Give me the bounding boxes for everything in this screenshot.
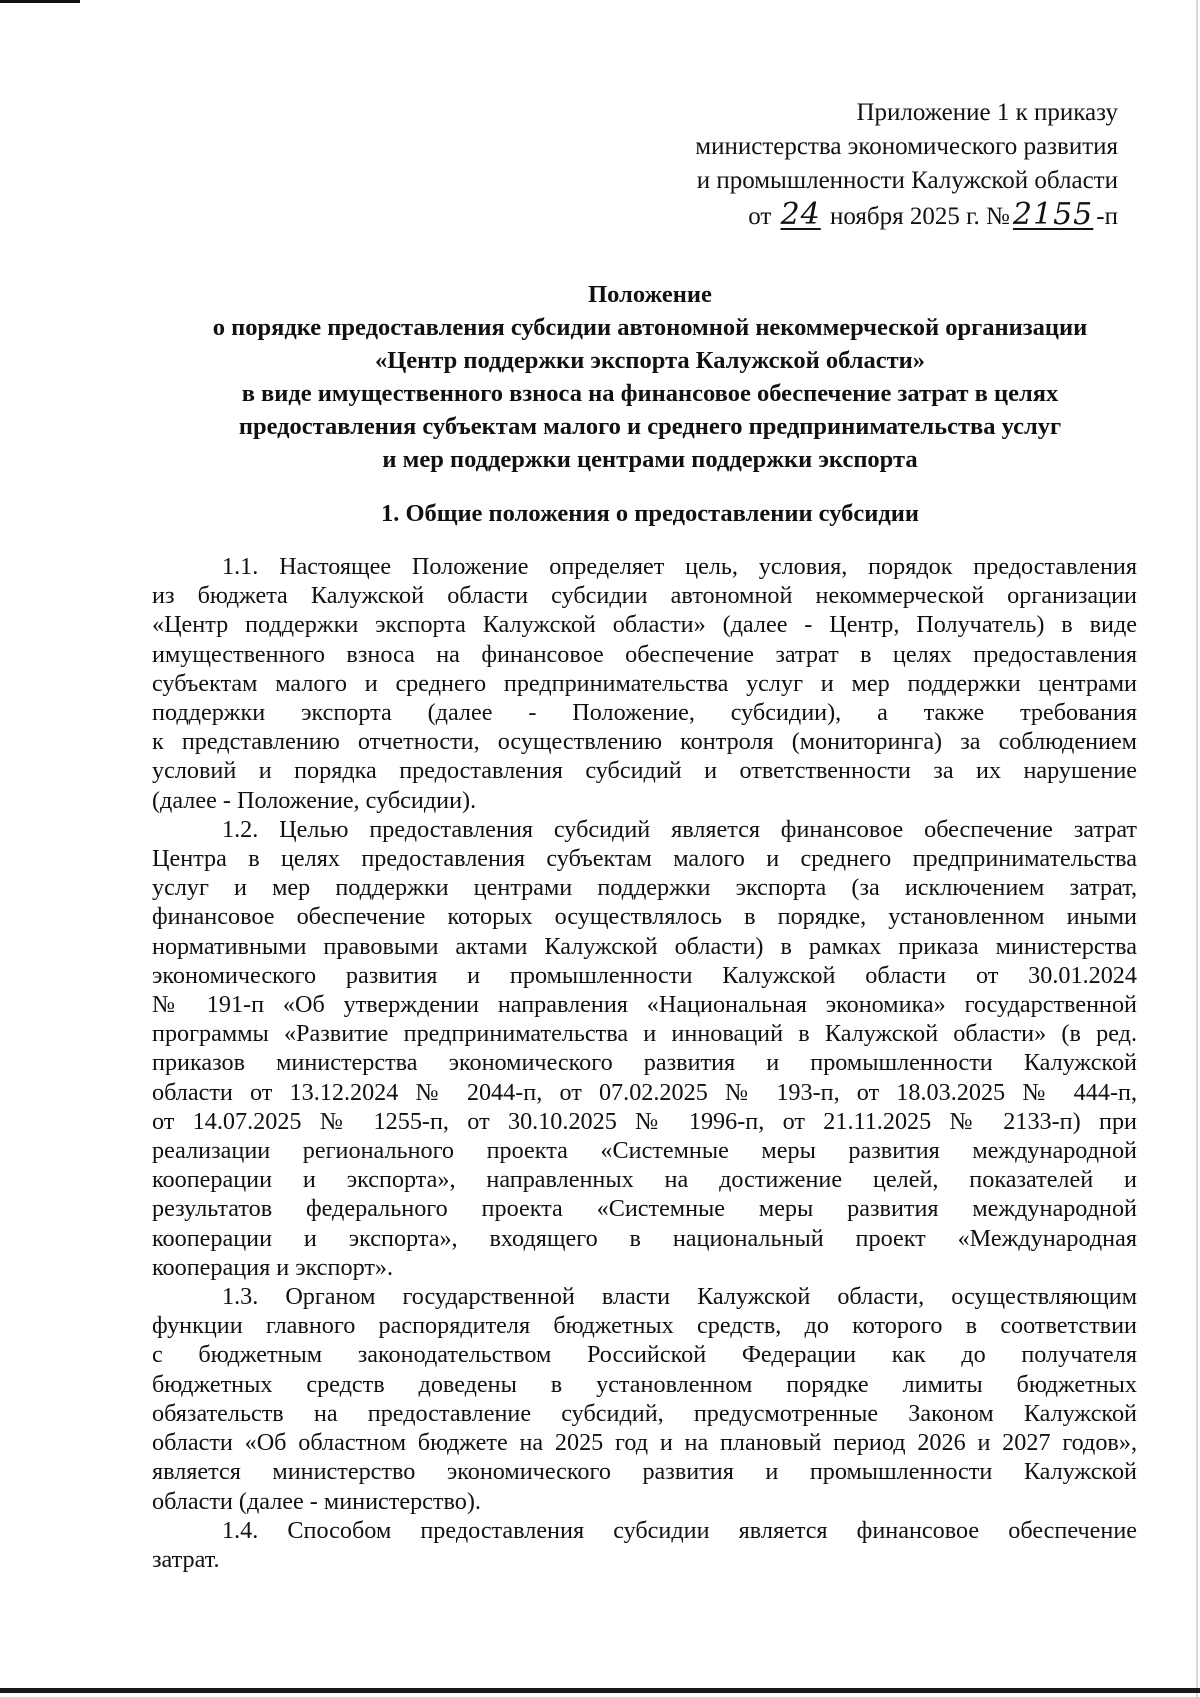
paragraph-line: программы «Развитие предпринимательства и инноваций в Калужской области» (в ред.: [152, 1020, 1137, 1048]
paragraph-line: нормативными правовыми актами Калужской области) в рамках приказа министерства: [152, 932, 1137, 960]
paragraph-line: из бюджета Калужской области субсидии автономной некоммерческой организации: [152, 582, 1137, 610]
handwritten-order-number: 2155: [1012, 197, 1094, 232]
paragraph-line: имущественного взноса на финансовое обеспечение затрат в целях предоставления: [152, 640, 1137, 668]
scan-bottom-edge: [0, 1688, 1200, 1693]
paragraph-line: приказов министерства экономического развития и промышленности Калужской: [152, 1049, 1137, 1077]
paragraph-line: области (далее - министерство).: [152, 1487, 481, 1515]
appendix-line-1: Приложение 1 к приказу: [856, 99, 1118, 126]
date-prefix: от: [748, 203, 772, 230]
date-middle: ноября 2025 г. №: [830, 203, 1010, 230]
paragraph-line: затрат.: [152, 1545, 220, 1573]
title-line: и мер поддержки центрами поддержки экспорта: [382, 446, 918, 473]
body-text: [152, 552, 1137, 1574]
paragraph-line: результатов федерального проекта «Системные меры развития международной: [152, 1195, 1137, 1223]
section-heading: 1. Общие положения о предоставлении субсидии: [380, 500, 920, 527]
appendix-reference: [598, 96, 1118, 234]
paragraph-line: от 14.07.2025 № 1255-п, от 30.10.2025 № 1996-п, от 21.11.2025 № 2133-п) при: [152, 1107, 1137, 1135]
paragraph-line: области от 13.12.2024 № 2044-п, от 07.02.2025 № 193-п, от 18.03.2025 № 444-п,: [152, 1078, 1137, 1106]
paragraph-line: реализации регионального проекта «Системные меры развития международной: [152, 1137, 1137, 1165]
title-line: в виде имущественного взноса на финансовое обеспечение затрат в целях: [241, 380, 1059, 407]
paragraph-line: «Центр поддержки экспорта Калужской области» (далее - Центр, Получатель) в виде: [152, 611, 1137, 639]
paragraph-line: области «Об областном бюджете на 2025 год и на плановый период 2026 и 2027 годов»,: [152, 1429, 1137, 1457]
scan-right-edge: [1196, 0, 1198, 1697]
paragraph-line: услуг и мер поддержки центрами поддержки экспорта (за исключением затрат,: [152, 874, 1137, 902]
paragraph-line: поддержки экспорта (далее - Положение, субсидии), а также требования: [152, 699, 1137, 727]
paragraph-line: кооперация и экспорт».: [152, 1253, 394, 1281]
appendix-line-3: и промышленности Калужской области: [696, 167, 1118, 194]
paragraph-line: № 191-п «Об утверждении направления «Национальная экономика» государственной: [152, 991, 1137, 1019]
paragraph-line: кооперации и экспорта», входящего в национальный проект «Международная: [152, 1224, 1137, 1252]
paragraph-line: 1.1. Настоящее Положение определяет цель, условия, порядок предоставления: [222, 553, 1137, 580]
paragraph-line: финансовое обеспечение которых осуществлялось в порядке, установленном иными: [152, 903, 1137, 931]
paragraph-line: Центра в целях предоставления субъектам малого и среднего предпринимательства: [152, 845, 1137, 873]
paragraph-line: функции главного распорядителя бюджетных средств, до которого в соответствии: [152, 1312, 1137, 1340]
order-suffix: -п: [1096, 203, 1118, 230]
paragraph-line: 1.3. Органом государственной власти Калужской области, осуществляющим: [222, 1283, 1137, 1311]
paragraph-line: является министерство экономического развития и промышленности Калужской: [152, 1458, 1137, 1486]
document-title: [150, 278, 1150, 476]
title-line: о порядке предоставления субсидии автономной некоммерческой организации: [212, 314, 1088, 341]
paragraph-line: бюджетных средств доведены в установленном порядке лимиты бюджетных: [152, 1370, 1137, 1398]
paragraph-line: 1.2. Целью предоставления субсидий является финансовое обеспечение затрат: [222, 815, 1137, 843]
paragraph-line: 1.4. Способом предоставления субсидии является финансовое обеспечение: [222, 1516, 1137, 1544]
paragraph-line: обязательств на предоставление субсидий, предусмотренные Законом Калужской: [152, 1399, 1137, 1427]
paragraph-line: условий и порядка предоставления субсидий и ответственности за их нарушение: [152, 757, 1137, 785]
paragraph-line: экономического развития и промышленности Калужской области от 30.01.2024: [152, 961, 1137, 989]
title-line: предоставления субъектам малого и среднего предпринимательства услуг: [238, 413, 1062, 440]
title-line: «Центр поддержки экспорта Калужской области»: [374, 347, 926, 374]
paragraph-line: кооперации и экспорта», направленных на достижение целей, показателей и: [152, 1166, 1137, 1194]
appendix-line-2: министерства экономического развития: [695, 133, 1118, 160]
appendix-date-line: [598, 198, 1118, 234]
paragraph-line: к представлению отчетности, осуществлению контроля (мониторинга) за соблюдением: [152, 728, 1137, 756]
paragraph-line: субъектам малого и среднего предпринимательства услуг и мер поддержки центрами: [152, 669, 1137, 697]
title-line: Положение: [588, 281, 712, 308]
paragraph-line: с бюджетным законодательством Российской Федерации как до получателя: [152, 1341, 1137, 1369]
paragraph-line: (далее - Положение, субсидии).: [152, 786, 477, 814]
handwritten-day: 24: [780, 197, 821, 232]
scan-corner-mark: [0, 0, 80, 3]
